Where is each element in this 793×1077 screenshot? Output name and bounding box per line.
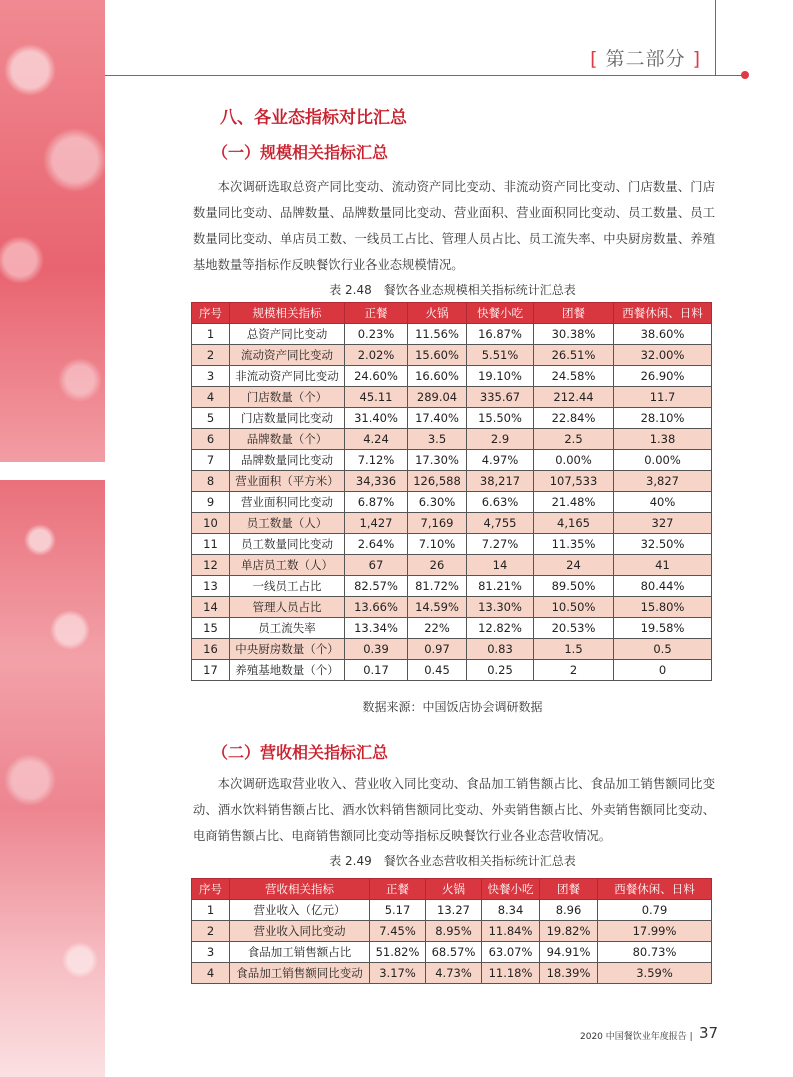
table-cell: 3.5 — [408, 429, 467, 450]
table-cell: 8 — [192, 471, 230, 492]
header-vertical-line — [715, 0, 716, 75]
column-header: 营收相关指标 — [230, 879, 370, 900]
table-cell: 营业收入（亿元） — [230, 900, 370, 921]
table-cell: 327 — [614, 513, 712, 534]
table-cell: 30.38% — [534, 324, 614, 345]
table-cell: 6.87% — [345, 492, 408, 513]
table-cell: 员工数量同比变动 — [230, 534, 345, 555]
table-cell: 14 — [192, 597, 230, 618]
table-cell: 17 — [192, 660, 230, 681]
table-cell: 8.34 — [482, 900, 540, 921]
table-cell: 212.44 — [534, 387, 614, 408]
table-cell: 4 — [192, 387, 230, 408]
table-cell: 24.58% — [534, 366, 614, 387]
table-row — [192, 639, 712, 660]
table-cell: 1.38 — [614, 429, 712, 450]
table-cell: 10 — [192, 513, 230, 534]
page-number: 37 — [699, 1024, 719, 1042]
table-cell: 26.51% — [534, 345, 614, 366]
column-header: 西餐休闲、日料 — [598, 879, 712, 900]
table-cell: 9 — [192, 492, 230, 513]
table-row — [192, 366, 712, 387]
table-cell: 24.60% — [345, 366, 408, 387]
table-row — [192, 450, 712, 471]
table-row — [192, 555, 712, 576]
table-cell: 4,165 — [534, 513, 614, 534]
table-cell: 89.50% — [534, 576, 614, 597]
table-caption-scale: 表 2.48 餐饮各业态规模相关指标统计汇总表 — [329, 283, 576, 297]
table-cell: 68.57% — [426, 942, 482, 963]
table-cell: 107,533 — [534, 471, 614, 492]
table-cell: 2 — [192, 345, 230, 366]
table-cell: 11.35% — [534, 534, 614, 555]
table-row — [192, 408, 712, 429]
table-cell: 12.82% — [467, 618, 534, 639]
paragraph-scale: 本次调研选取总资产同比变动、流动资产同比变动、非流动资产同比变动、门店数量、门店数量同比变动、品牌数量、品牌数量同比变动、营业面积、营业面积同比变动、员工数量、员工数量同比变动、单店员工数、一线员工占比、管理人员占比、员工流失率、中央厨房数量、养殖基地数量等指标作反映餐饮行业各业态规模情况。 — [193, 180, 715, 272]
table-cell: 1.5 — [534, 639, 614, 660]
table-cell: 管理人员占比 — [230, 597, 345, 618]
table-row — [192, 942, 712, 963]
paragraph-revenue: 本次调研选取营业收入、营业收入同比变动、食品加工销售额占比、食品加工销售额同比变动、酒水饮料销售额占比、酒水饮料销售额同比变动、外卖销售额占比、外卖销售额同比变动、电商销售额占比、电商销售额同比变动等指标反映餐饮行业各业态营收情况。 — [193, 777, 715, 843]
table-cell: 非流动资产同比变动 — [230, 366, 345, 387]
table-cell: 中央厨房数量（个） — [230, 639, 345, 660]
table-cell: 2.64% — [345, 534, 408, 555]
table-cell: 品牌数量同比变动 — [230, 450, 345, 471]
table-cell: 18.39% — [540, 963, 598, 984]
table-cell: 14.59% — [408, 597, 467, 618]
column-header: 序号 — [192, 303, 230, 324]
table-row — [192, 660, 712, 681]
table-cell: 流动资产同比变动 — [230, 345, 345, 366]
table-cell: 19.58% — [614, 618, 712, 639]
column-header: 快餐小吃 — [482, 879, 540, 900]
table-cell: 11.56% — [408, 324, 467, 345]
table-cell: 13.27 — [426, 900, 482, 921]
table-cell: 1,427 — [345, 513, 408, 534]
table-cell: 32.00% — [614, 345, 712, 366]
column-header: 团餐 — [534, 303, 614, 324]
table-cell: 8.95% — [426, 921, 482, 942]
table-cell: 28.10% — [614, 408, 712, 429]
column-header: 规模相关指标 — [230, 303, 345, 324]
table-cell: 0.39 — [345, 639, 408, 660]
table-cell: 13.34% — [345, 618, 408, 639]
table-cell: 0.17 — [345, 660, 408, 681]
table-cell: 26.90% — [614, 366, 712, 387]
table-cell: 3 — [192, 366, 230, 387]
table-cell: 0.5 — [614, 639, 712, 660]
table-cell: 营业面积（平方米） — [230, 471, 345, 492]
table-cell: 13 — [192, 576, 230, 597]
table-row — [192, 618, 712, 639]
table-header-row — [192, 879, 712, 900]
table-cell: 94.91% — [540, 942, 598, 963]
table-cell: 0.79 — [598, 900, 712, 921]
table-cell: 13.30% — [467, 597, 534, 618]
table-cell: 0.23% — [345, 324, 408, 345]
table-cell: 81.21% — [467, 576, 534, 597]
table-cell: 63.07% — [482, 942, 540, 963]
revenue-indicators-table — [191, 878, 712, 984]
table-row — [192, 471, 712, 492]
part-label: [ 第二部分 ] — [590, 48, 701, 70]
table-cell: 7.45% — [370, 921, 426, 942]
table-cell: 32.50% — [614, 534, 712, 555]
table-cell: 6.63% — [467, 492, 534, 513]
table-cell: 5 — [192, 408, 230, 429]
table-cell: 7.10% — [408, 534, 467, 555]
table-cell: 14 — [467, 555, 534, 576]
table-cell: 0.00% — [614, 450, 712, 471]
table-cell: 2.5 — [534, 429, 614, 450]
table-cell: 16 — [192, 639, 230, 660]
table-cell: 80.44% — [614, 576, 712, 597]
subsection-title-revenue: （二）营收相关指标汇总 — [212, 743, 389, 762]
table-cell: 4.73% — [426, 963, 482, 984]
table-cell: 6.30% — [408, 492, 467, 513]
table-cell: 11.18% — [482, 963, 540, 984]
table-cell: 16.87% — [467, 324, 534, 345]
table-cell: 19.82% — [540, 921, 598, 942]
column-header: 火锅 — [426, 879, 482, 900]
table-cell: 3.17% — [370, 963, 426, 984]
table-cell: 门店数量同比变动 — [230, 408, 345, 429]
footer-report-title: 2020 中国餐饮业年度报告 | — [580, 1032, 693, 1042]
table-cell: 4.24 — [345, 429, 408, 450]
table-cell: 11 — [192, 534, 230, 555]
table-cell: 2 — [534, 660, 614, 681]
table-cell: 7 — [192, 450, 230, 471]
column-header: 正餐 — [370, 879, 426, 900]
table-cell: 0 — [614, 660, 712, 681]
table-cell: 3,827 — [614, 471, 712, 492]
table-cell: 289.04 — [408, 387, 467, 408]
table-cell: 67 — [345, 555, 408, 576]
table-cell: 15.60% — [408, 345, 467, 366]
table-cell: 11.7 — [614, 387, 712, 408]
subsection-title-scale: （一）规模相关指标汇总 — [212, 143, 389, 162]
table-cell: 养殖基地数量（个） — [230, 660, 345, 681]
table-cell: 1 — [192, 900, 230, 921]
table-cell: 21.48% — [534, 492, 614, 513]
table-cell: 7.27% — [467, 534, 534, 555]
table-cell: 15.50% — [467, 408, 534, 429]
column-header: 序号 — [192, 879, 230, 900]
table-row — [192, 324, 712, 345]
table-row — [192, 345, 712, 366]
table-cell: 126,588 — [408, 471, 467, 492]
header-dot — [741, 71, 749, 79]
table-cell: 8.96 — [540, 900, 598, 921]
table-cell: 38.60% — [614, 324, 712, 345]
table-cell: 1 — [192, 324, 230, 345]
table-cell: 81.72% — [408, 576, 467, 597]
table-cell: 6 — [192, 429, 230, 450]
section-title: 八、各业态指标对比汇总 — [220, 108, 407, 128]
table-cell: 34,336 — [345, 471, 408, 492]
table-cell: 一线员工占比 — [230, 576, 345, 597]
table-row — [192, 513, 712, 534]
table-cell: 19.10% — [467, 366, 534, 387]
table-cell: 4.97% — [467, 450, 534, 471]
table-cell: 员工流失率 — [230, 618, 345, 639]
side-decor-image-lower — [0, 480, 105, 1077]
table-row — [192, 900, 712, 921]
table-cell: 门店数量（个） — [230, 387, 345, 408]
side-decor-image — [0, 0, 105, 1077]
header-rule — [105, 75, 745, 76]
column-header: 西餐休闲、日料 — [614, 303, 712, 324]
table-cell: 营业面积同比变动 — [230, 492, 345, 513]
table-cell: 51.82% — [370, 942, 426, 963]
table-cell: 单店员工数（人） — [230, 555, 345, 576]
table-cell: 营业收入同比变动 — [230, 921, 370, 942]
table-cell: 11.84% — [482, 921, 540, 942]
table-row — [192, 963, 712, 984]
table-header-row — [192, 303, 712, 324]
table-cell: 17.30% — [408, 450, 467, 471]
table-row — [192, 492, 712, 513]
table-cell: 45.11 — [345, 387, 408, 408]
table-cell: 2 — [192, 921, 230, 942]
column-header: 团餐 — [540, 879, 598, 900]
table-caption-revenue: 表 2.49 餐饮各业态营收相关指标统计汇总表 — [329, 854, 576, 868]
table-row — [192, 576, 712, 597]
table-row — [192, 597, 712, 618]
scale-indicators-table — [191, 302, 712, 681]
table-cell: 0.00% — [534, 450, 614, 471]
table-row — [192, 387, 712, 408]
table-row — [192, 429, 712, 450]
side-divider — [0, 462, 105, 480]
table-cell: 7.12% — [345, 450, 408, 471]
table-cell: 4 — [192, 963, 230, 984]
column-header: 正餐 — [345, 303, 408, 324]
table-cell: 5.51% — [467, 345, 534, 366]
table-row — [192, 921, 712, 942]
table-cell: 22% — [408, 618, 467, 639]
table-cell: 0.97 — [408, 639, 467, 660]
table-cell: 7,169 — [408, 513, 467, 534]
table-cell: 40% — [614, 492, 712, 513]
table-cell: 12 — [192, 555, 230, 576]
table-cell: 31.40% — [345, 408, 408, 429]
table-cell: 17.99% — [598, 921, 712, 942]
table-cell: 2.9 — [467, 429, 534, 450]
table-cell: 82.57% — [345, 576, 408, 597]
table-cell: 335.67 — [467, 387, 534, 408]
table-cell: 15 — [192, 618, 230, 639]
table-cell: 食品加工销售额占比 — [230, 942, 370, 963]
table-cell: 20.53% — [534, 618, 614, 639]
table-cell: 15.80% — [614, 597, 712, 618]
data-source: 数据来源：中国饭店协会调研数据 — [362, 700, 543, 714]
table-cell: 17.40% — [408, 408, 467, 429]
table-cell: 食品加工销售额同比变动 — [230, 963, 370, 984]
table-cell: 员工数量（人） — [230, 513, 345, 534]
table-cell: 总资产同比变动 — [230, 324, 345, 345]
table-cell: 品牌数量（个） — [230, 429, 345, 450]
table-cell: 3.59% — [598, 963, 712, 984]
table-cell: 0.25 — [467, 660, 534, 681]
table-cell: 0.83 — [467, 639, 534, 660]
table-cell: 10.50% — [534, 597, 614, 618]
column-header: 快餐小吃 — [467, 303, 534, 324]
table-cell: 3 — [192, 942, 230, 963]
table-cell: 24 — [534, 555, 614, 576]
table-row — [192, 534, 712, 555]
column-header: 火锅 — [408, 303, 467, 324]
table-cell: 22.84% — [534, 408, 614, 429]
table-cell: 13.66% — [345, 597, 408, 618]
table-cell: 0.45 — [408, 660, 467, 681]
table-cell: 2.02% — [345, 345, 408, 366]
table-cell: 26 — [408, 555, 467, 576]
table-cell: 5.17 — [370, 900, 426, 921]
table-cell: 80.73% — [598, 942, 712, 963]
table-cell: 4,755 — [467, 513, 534, 534]
table-cell: 41 — [614, 555, 712, 576]
table-cell: 16.60% — [408, 366, 467, 387]
table-cell: 38,217 — [467, 471, 534, 492]
